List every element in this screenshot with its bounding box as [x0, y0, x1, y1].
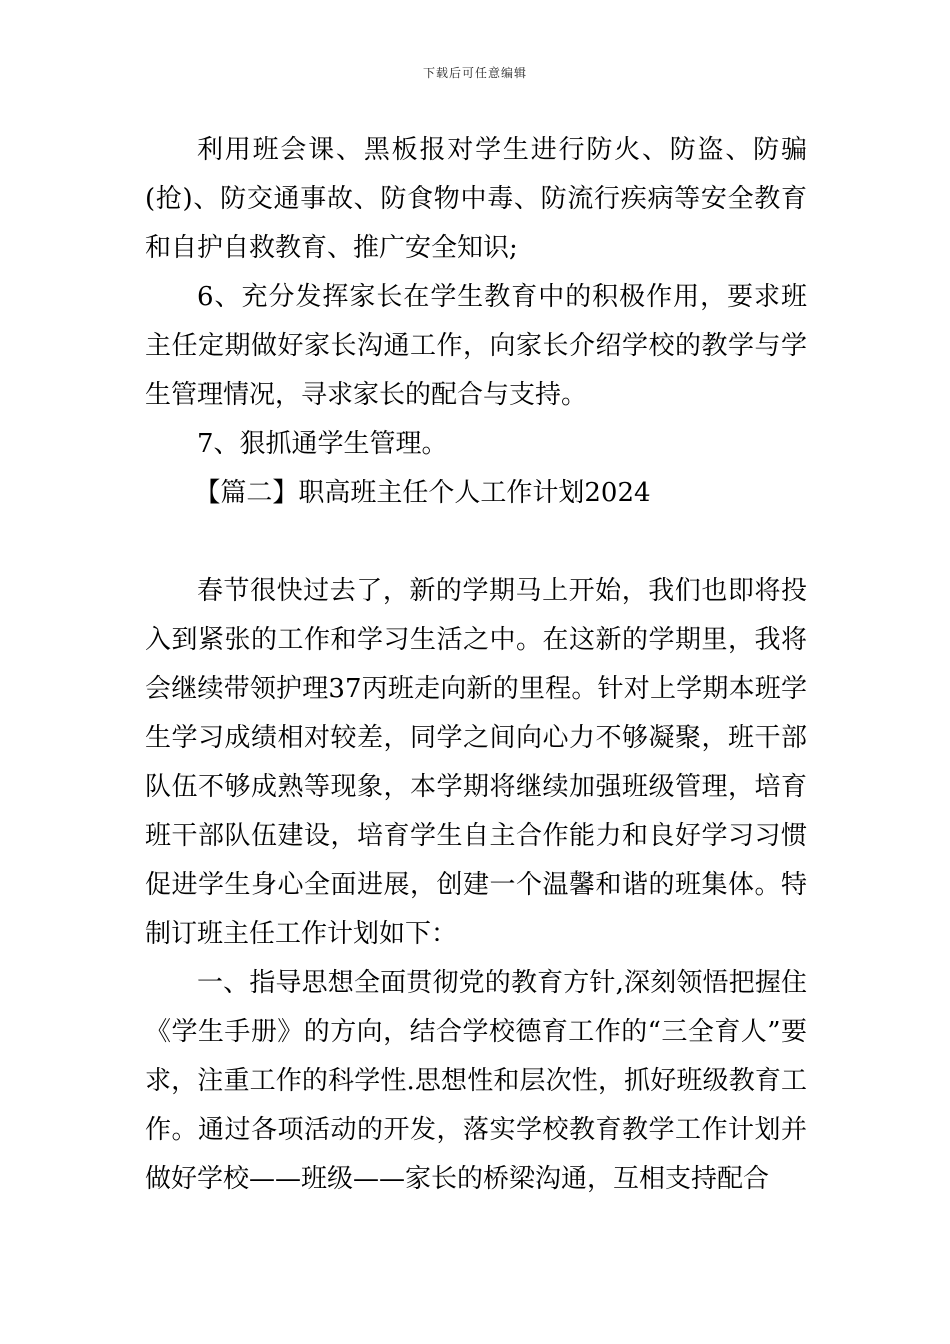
paragraph-guiding-thought: 一、指导思想全面贯彻党的教育方针,深刻领悟把握住《学生手册》的方向，结合学校德育工作的“三全育人”要求，注重工作的科学性.思想性和层次性，抓好班级教育工作。通过各项活动的开发，落实学校教育教学工作计划并做好学校——班级——家长的桥梁沟通，互相支持配合 — [145, 968, 807, 1194]
paragraph-item-6: 6、充分发挥家长在学生教育中的积极作用，要求班主任定期做好家长沟通工作，向家长介绍学校的教学与学生管理情况，寻求家长的配合与支持。 — [145, 282, 807, 410]
document-body — [145, 126, 807, 1204]
page-header-note: 下载后可任意编辑 — [422, 66, 527, 80]
paragraph-safety-education: 利用班会课、黑板报对学生进行防火、防盗、防骗(抢)、防交通事故、防食物中毒、防流行疾病等安全教育和自护自救教育、推广安全知识; — [145, 135, 807, 263]
paragraph-item-7: 7、狠抓通学生管理。 — [197, 429, 448, 459]
section-spacer — [145, 518, 807, 567]
paragraph-intro: 春节很快过去了，新的学期马上开始，我们也即将投入到紧张的工作和学习生活之中。在这新的学期里，我将会继续带领护理37丙班走向新的里程。针对上学期本班学生学习成绩相对较差，同学之间向心力不够凝聚，班干部队伍不够成熟等现象，本学期将继续加强班级管理，培育班干部队伍建设，培育学生自主合作能力和良好学习习惯促进学生身心全面进展，创建一个温馨和谐的班集体。特制订班主任工作计划如下： — [145, 576, 807, 949]
section-title: 【篇二】职高班主任个人工作计划2024 — [194, 478, 651, 508]
